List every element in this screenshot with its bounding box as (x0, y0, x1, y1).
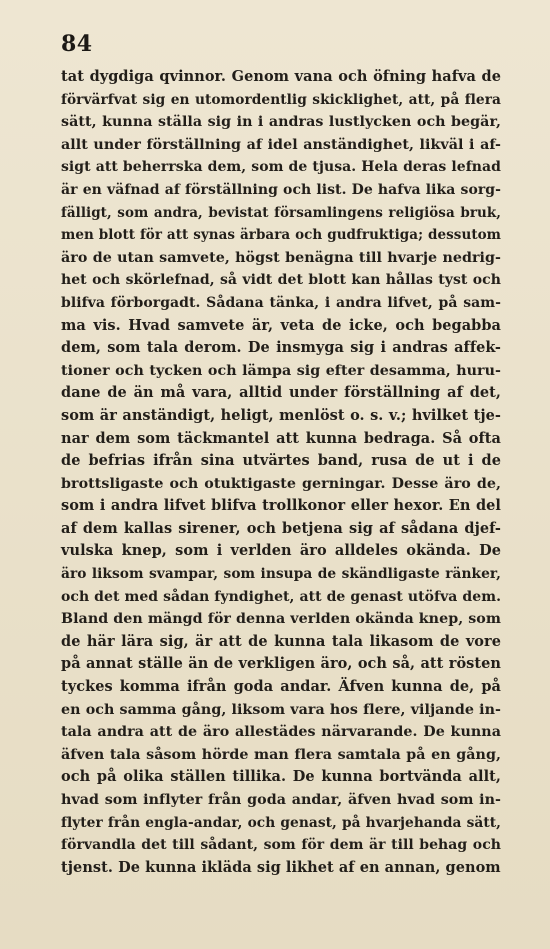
text-line: fälligt, som andra, bevistat församlingens religiösa bruk, (61, 204, 501, 221)
page-number: 84 (61, 31, 93, 57)
text-line: tat dygdiga qvinnor. Genom vana och öfning hafva de (61, 68, 501, 85)
text-line: brottsligaste och otuktigaste gerningar. Desse äro de, (61, 475, 501, 492)
text-line: de befrias ifrån sina utvärtes band, rusa de ut i de (61, 452, 501, 470)
text-line: nar dem som täckmantel att kunna bedraga. Så ofta (61, 429, 501, 447)
text-line: hvad som inflyter från goda andar, äfven hvad som in- (61, 792, 501, 808)
text-line: sigt att beherrska dem, som de tjusa. Hela deras lefnad (61, 159, 501, 176)
text-line: blifva förborgadt. Sådana tänka, i andra lifvet, på sam- (61, 294, 501, 311)
text-line: tyckes komma ifrån goda andar. Äfven kunna de, på (61, 678, 501, 696)
text-line: och på olika ställen tillika. De kunna bortvända allt, (61, 768, 501, 786)
text-line: tala andra att de äro allestädes närvarande. De kunna (61, 724, 501, 741)
text-line: äro de utan samvete, högst benägna till hvarje nedrig- (61, 249, 501, 266)
text-line: men blott för att synas ärbara och gudfruktiga; dessutom (61, 227, 501, 244)
text-line: de här lära sig, är att de kunna tala likasom de vore (61, 632, 501, 650)
text-line: vulska knep, som i verlden äro alldeles okända. De (61, 542, 501, 560)
text-line: tioner och tycken och lämpa sig efter desamma, huru- (61, 362, 501, 379)
text-line: af dem kallas sirener, och betjena sig af sådana djef- (61, 519, 501, 537)
text-line: en och samma gång, liksom vara hos flere, viljande in- (61, 701, 501, 718)
text-line: het och skörlefnad, så vidt det blott kan hållas tyst och (61, 272, 501, 289)
text-line: dane de än må vara, alltid under förställning af det, (61, 384, 501, 402)
text-line: dem, som tala derom. De insmyga sig i andras affek- (61, 339, 501, 357)
text-line: flyter från engla-andar, och genast, på hvarjehanda sätt, (61, 814, 501, 831)
text-line: ma vis. Hvad samvete är, veta de icke, och begabba (61, 316, 501, 334)
text-line: Bland den mängd för denna verlden okända knep, som (61, 611, 501, 628)
text-line: äfven tala såsom hörde man flera samtala på en gång, (61, 746, 501, 763)
text-line: som i andra lifvet blifva trollkonor eller hexor. En del (61, 497, 501, 515)
text-line: allt under förställning af idel anständighet, likväl i af- (61, 136, 501, 153)
body-text (61, 66, 501, 879)
text-line: sätt, kunna ställa sig in i andras lustlycken och begär, (61, 114, 501, 131)
text-line: och det med sådan fyndighet, att de genast utöfva dem. (61, 588, 501, 605)
text-line: äro liksom svampar, som insupa de skändligaste ränker, (61, 566, 501, 583)
text-line: som är anständigt, heligt, menlöst o. s. v.; hvilket tje- (61, 406, 501, 424)
text-line: på annat ställe än de verkligen äro, och så, att rösten (61, 655, 501, 673)
text-line: tjenst. De kunna ikläda sig likhet af en annan, genom (61, 858, 501, 876)
text-line: är en väfnad af förställning och list. De hafva lika sorg- (61, 181, 501, 198)
text-line: förvandla det till sådant, som för dem är till behag och (61, 837, 501, 854)
text-line: förvärfvat sig en utomordentlig skicklighet, att, på flera (61, 91, 501, 108)
